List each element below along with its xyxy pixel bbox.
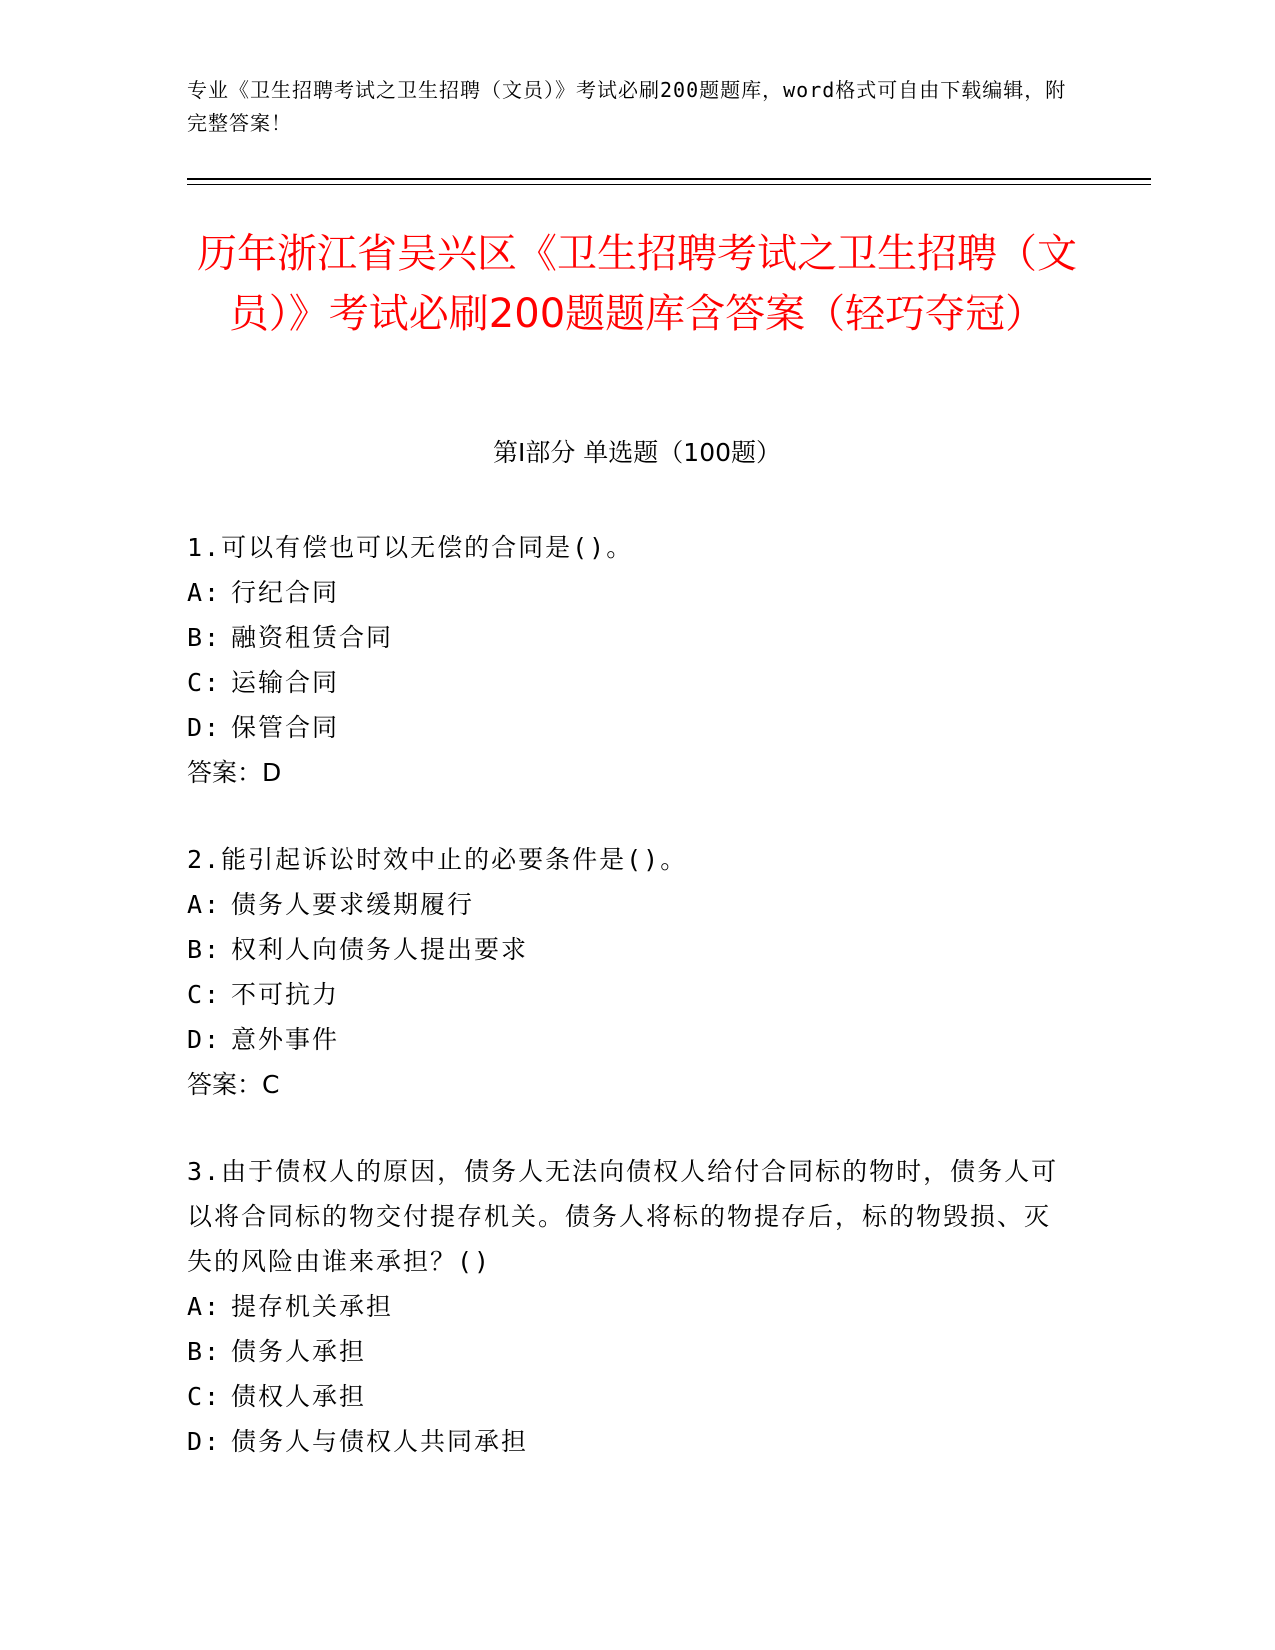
option-d bbox=[187, 1419, 1067, 1464]
option-d bbox=[187, 705, 1067, 750]
option-c bbox=[187, 660, 1067, 705]
option-letter: D: bbox=[187, 1427, 222, 1456]
option-a bbox=[187, 882, 1067, 927]
question-3 bbox=[187, 1149, 1067, 1464]
option-b bbox=[187, 615, 1067, 660]
option-letter: D: bbox=[187, 713, 222, 742]
option-text: 融资租赁合同 bbox=[231, 623, 394, 652]
option-letter: B: bbox=[187, 935, 222, 964]
header-rule-thin bbox=[187, 184, 1151, 185]
option-text: 不可抗力 bbox=[231, 980, 340, 1009]
option-letter: A: bbox=[187, 890, 222, 919]
option-text: 保管合同 bbox=[231, 713, 340, 742]
answer: 答案：C bbox=[187, 1070, 280, 1099]
option-c bbox=[187, 1374, 1067, 1419]
option-text: 债权人承担 bbox=[231, 1382, 367, 1411]
header-rule bbox=[187, 178, 1151, 180]
option-text: 运输合同 bbox=[231, 668, 340, 697]
option-text: 提存机关承担 bbox=[231, 1292, 394, 1321]
option-letter: B: bbox=[187, 623, 222, 652]
section-title: 第Ⅰ部分 单选题（100题） bbox=[492, 438, 782, 467]
option-b bbox=[187, 1329, 1067, 1374]
question-list bbox=[187, 525, 1067, 1506]
option-text: 债务人承担 bbox=[231, 1337, 367, 1366]
question-1 bbox=[187, 525, 1067, 795]
option-text: 权利人向债务人提出要求 bbox=[231, 935, 529, 964]
option-c bbox=[187, 972, 1067, 1017]
option-letter: C: bbox=[187, 980, 222, 1009]
option-letter: D: bbox=[187, 1025, 222, 1054]
question-2 bbox=[187, 837, 1067, 1107]
option-letter: C: bbox=[187, 668, 222, 697]
option-letter: A: bbox=[187, 578, 222, 607]
question-stem: 2.能引起诉讼时效中止的必要条件是()。 bbox=[187, 845, 688, 874]
option-a bbox=[187, 1284, 1067, 1329]
option-d bbox=[187, 1017, 1067, 1062]
document-title: 历年浙江省吴兴区《卫生招聘考试之卫生招聘（文员）》考试必刷200题题库含答案（轻巧夺冠） bbox=[197, 231, 1077, 337]
question-stem: 3.由于债权人的原因，债务人无法向债权人给付合同标的物时，债务人可以将合同标的物交付提存机关。债务人将标的物提存后，标的物毁损、灭失的风险由谁来承担？() bbox=[187, 1157, 1059, 1276]
option-a bbox=[187, 570, 1067, 615]
option-letter: B: bbox=[187, 1337, 222, 1366]
question-stem: 1.可以有偿也可以无偿的合同是()。 bbox=[187, 533, 634, 562]
option-b bbox=[187, 927, 1067, 972]
header-note: 专业《卫生招聘考试之卫生招聘（文员）》考试必刷200题题库，word格式可自由下载编辑，附完整答案！ bbox=[187, 78, 1067, 135]
option-text: 意外事件 bbox=[231, 1025, 340, 1054]
option-text: 行纪合同 bbox=[231, 578, 340, 607]
option-text: 债务人与债权人共同承担 bbox=[231, 1427, 529, 1456]
answer: 答案：D bbox=[187, 758, 282, 787]
option-letter: A: bbox=[187, 1292, 222, 1321]
option-letter: C: bbox=[187, 1382, 222, 1411]
option-text: 债务人要求缓期履行 bbox=[231, 890, 475, 919]
